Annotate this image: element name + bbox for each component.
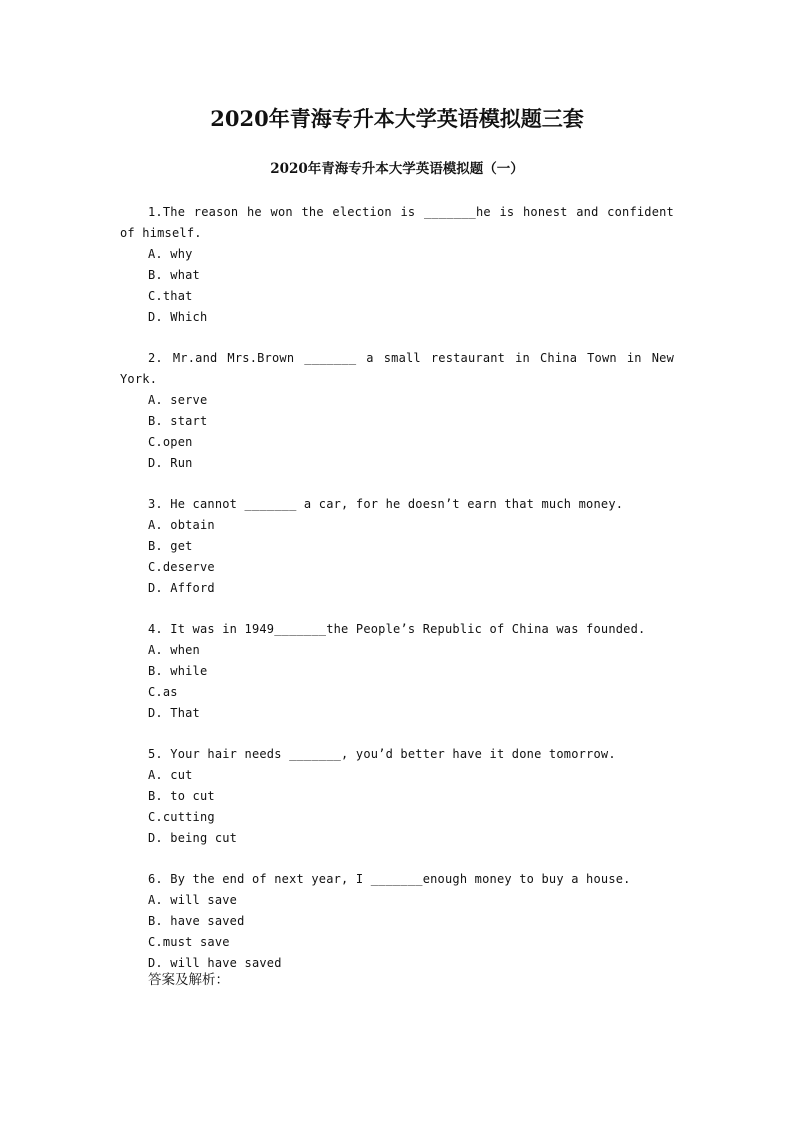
question-stem: 5. Your hair needs _______, you’d better have it done tomorrow. (148, 747, 616, 761)
option-a: A. will save (148, 893, 238, 907)
option-list (120, 890, 674, 974)
option-a: A. serve (148, 393, 208, 407)
document-title: 2020年青海专升本大学英语模拟题三套 (210, 106, 584, 131)
option-list (120, 244, 674, 328)
option-c: C.as (148, 685, 178, 699)
option-d: D. Afford (148, 581, 215, 595)
option-list (120, 390, 674, 474)
option-c: C.deserve (148, 560, 215, 574)
question-2 (120, 348, 674, 474)
option-b: B. while (148, 664, 208, 678)
option-d: D. That (148, 706, 200, 720)
option-b: B. to cut (148, 789, 215, 803)
option-b: B. what (148, 268, 200, 282)
question-stem: 3. He cannot _______ a car, for he doesn’t earn that much money. (148, 497, 624, 511)
option-b: B. have saved (148, 914, 245, 928)
option-c: C.that (148, 289, 193, 303)
question-stem: 4. It was in 1949_______the People’s Republic of China was founded. (148, 622, 646, 636)
option-a: A. when (148, 643, 200, 657)
option-list (120, 640, 674, 724)
option-list (120, 765, 674, 849)
question-4 (120, 619, 674, 724)
section-subtitle: 2020年青海专升本大学英语模拟题（一） (270, 161, 524, 177)
option-list (120, 515, 674, 599)
option-a: A. why (148, 247, 193, 261)
question-5 (120, 744, 674, 849)
option-a: A. cut (148, 768, 193, 782)
question-1 (120, 202, 674, 328)
question-3 (120, 494, 674, 599)
answers-heading: 答案及解析： (148, 972, 229, 988)
option-a: A. obtain (148, 518, 215, 532)
option-b: B. get (148, 539, 193, 553)
option-d: D. Run (148, 456, 193, 470)
option-c: C.cutting (148, 810, 215, 824)
option-b: B. start (148, 414, 208, 428)
option-c: C.open (148, 435, 193, 449)
option-d: D. will have saved (148, 956, 282, 970)
question-stem: 2. Mr.and Mrs.Brown _______ a small restaurant in China Town in New York. (120, 351, 674, 386)
question-6 (120, 869, 674, 974)
option-d: D. being cut (148, 831, 238, 845)
question-stem: 6. By the end of next year, I _______enough money to buy a house. (148, 872, 631, 886)
option-d: D. Which (148, 310, 208, 324)
question-stem: 1.The reason he won the election is _______he is honest and confident of himself. (120, 205, 674, 240)
question-list (120, 202, 674, 994)
option-c: C.must save (148, 935, 230, 949)
